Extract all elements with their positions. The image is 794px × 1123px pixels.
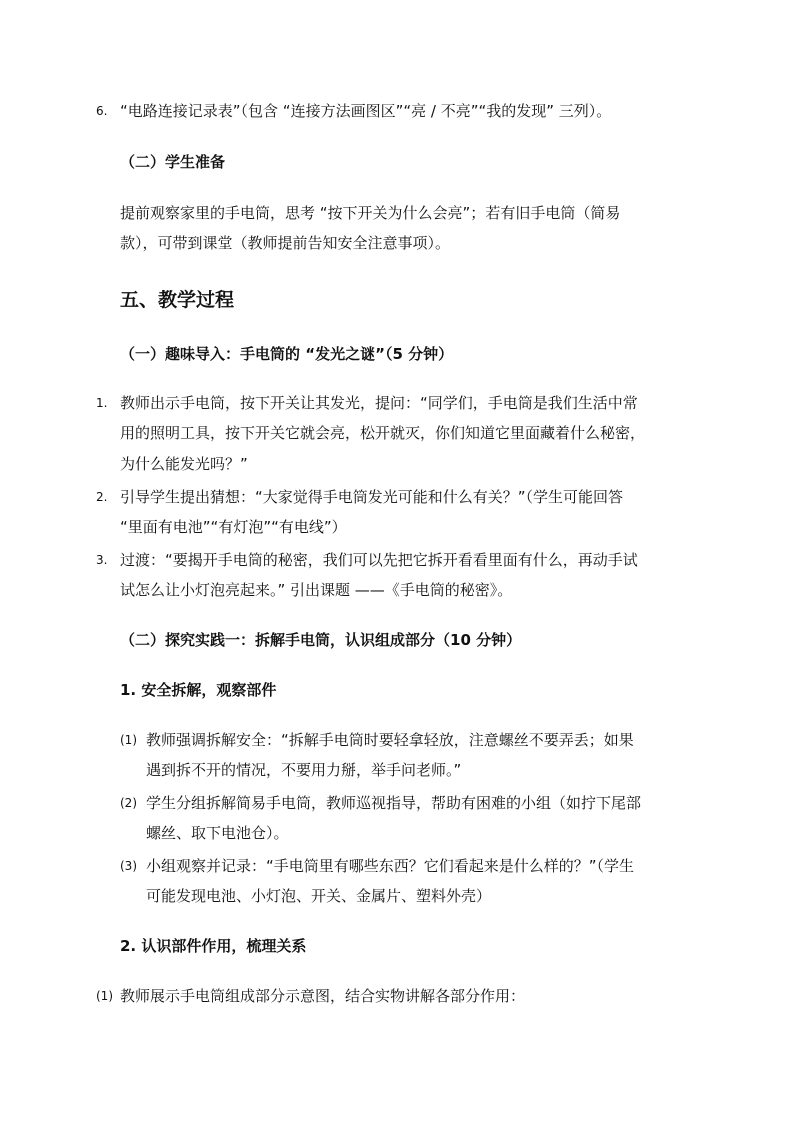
list-number: 1. [96, 396, 108, 410]
subsection-heading: （二）探究实践一：拆解手电筒，认识组成部分（10 分钟） [120, 631, 522, 649]
list-item-line: 教师强调拆解安全：“拆解手电筒时要轻拿轻放，注意螺丝不要弄丢；如果 [146, 731, 634, 749]
list-item-line: 遇到拆不开的情况，不要用力掰，举手问老师。” [146, 761, 462, 779]
list-item-line: 教师出示手电筒，按下开关让其发光，提问：“同学们，手电筒是我们生活中常 [120, 394, 638, 412]
list-number: (2) [120, 796, 137, 810]
list-number: (1) [96, 989, 113, 1003]
section-title: 五、教学过程 [120, 289, 235, 311]
list-number: 3. [96, 553, 108, 567]
list-number: 2. [96, 490, 108, 504]
list-item-line: 学生分组拆解简易手电筒，教师巡视指导，帮助有困难的小组（如拧下尾部 [146, 794, 642, 812]
list-item-line: 小组观察并记录：“手电筒里有哪些东西？它们看起来是什么样的？”（学生 [146, 857, 635, 875]
paragraph-line: 款），可带到课堂（教师提前告知安全注意事项）。 [120, 234, 451, 252]
list-item-line: 螺丝、取下电池仓）。 [146, 824, 289, 842]
list-item-line: “里面有电池”“有灯泡”“有电线”） [120, 518, 347, 536]
list-number: 6. [96, 104, 108, 118]
list-item-line: 用的照明工具，按下开关它就会亮，松开就灭，你们知道它里面藏着什么秘密， [120, 424, 646, 442]
list-number: (3) [120, 859, 137, 873]
step-heading: 2. 认识部件作用，梳理关系 [120, 937, 307, 955]
list-item-line: 为什么能发光吗？” [120, 455, 248, 473]
list-item-text: 教师展示手电筒组成部分示意图，结合实物讲解各部分作用： [120, 987, 526, 1005]
list-item-text: “电路连接记录表”（包含 “连接方法画图区”“亮 / 不亮”“我的发现” 三列）。 [120, 102, 612, 120]
paragraph-line: 提前观察家里的手电筒，思考 “按下开关为什么会亮”；若有旧手电筒（简易 [120, 204, 621, 222]
list-item-line: 过渡：“要揭开手电筒的秘密，我们可以先把它拆开看看里面有什么，再动手试 [120, 551, 638, 569]
list-item-line: 引导学生提出猜想：“大家觉得手电筒发光可能和什么有关？”（学生可能回答 [120, 488, 624, 506]
list-item-line: 试怎么让小灯泡亮起来。” 引出课题 ——《手电筒的秘密》。 [120, 581, 513, 599]
section-heading: （二）学生准备 [120, 153, 226, 171]
list-item-line: 可能发现电池、小灯泡、开关、金属片、塑料外壳） [146, 887, 492, 905]
list-number: (1) [120, 733, 137, 747]
subsection-heading: （一）趣味导入：手电筒的 “发光之谜”（5 分钟） [120, 345, 454, 363]
step-heading: 1. 安全拆解，观察部件 [120, 681, 277, 699]
